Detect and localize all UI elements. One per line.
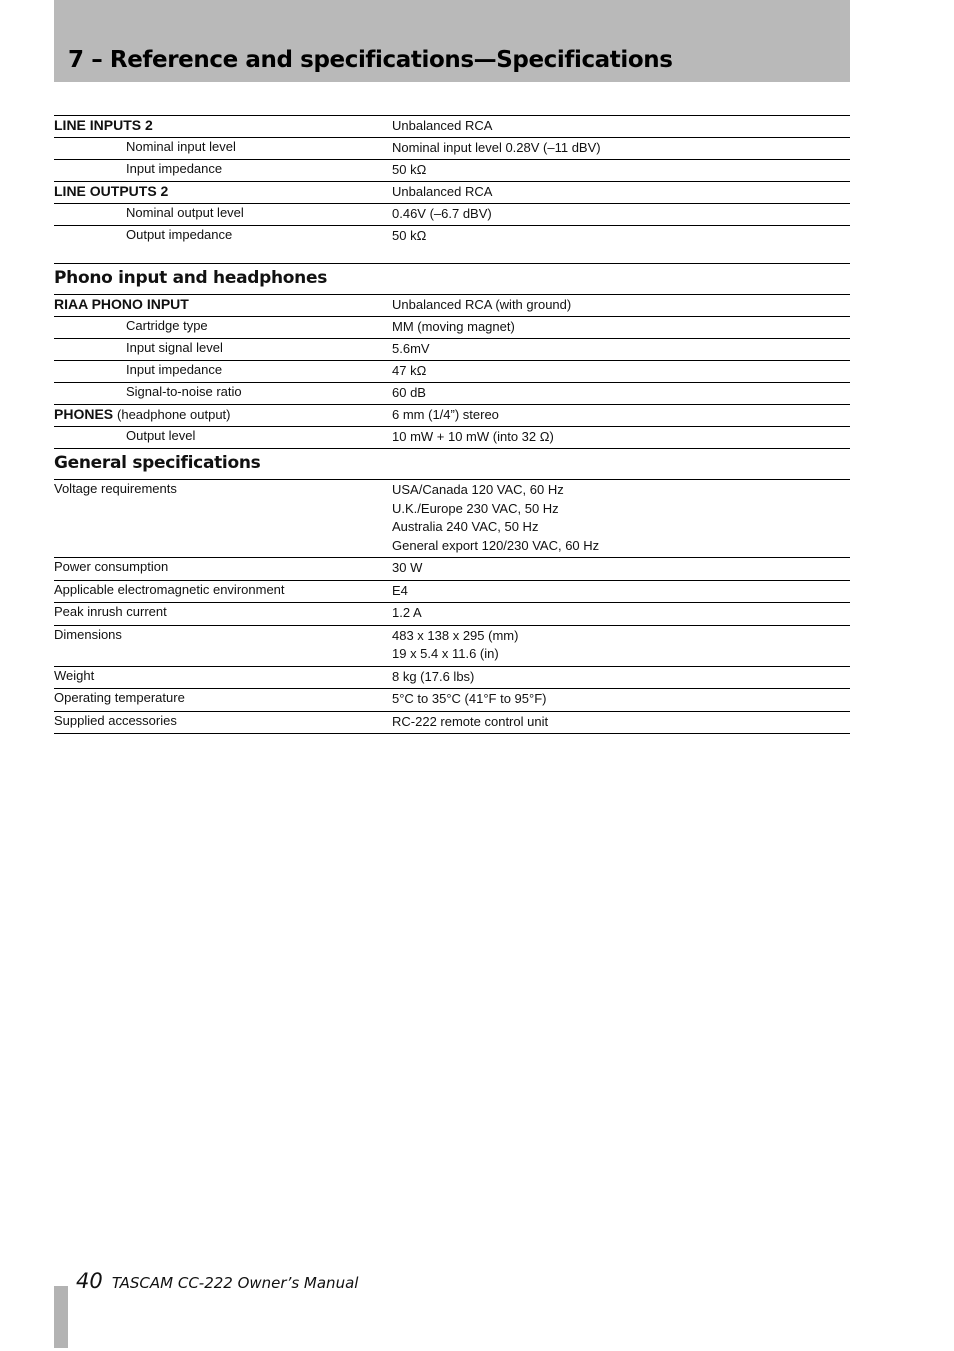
spec-value (392, 559, 850, 578)
spec-value: Unbalanced RCA (392, 118, 493, 133)
spec-value: 50 kΩ (392, 162, 427, 177)
spec-value-line: U.K./Europe 230 VAC, 50 Hz (392, 500, 559, 516)
spec-label (126, 361, 222, 379)
spec-label (54, 295, 189, 313)
manual-title: TASCAM CC-222 Owner’s Manual (111, 1274, 359, 1292)
spec-row (54, 711, 850, 734)
spec-label: Supplied accessories (54, 712, 177, 728)
footer-bar (54, 1286, 68, 1348)
spec-label-text: Output impedance (126, 227, 233, 242)
spec-label-note: (headphone output) (117, 407, 231, 422)
spec-value (392, 713, 850, 732)
spec-row (54, 557, 850, 580)
spec-label (54, 182, 168, 200)
spec-value-line: 30 W (392, 560, 423, 575)
spec-label: Weight (54, 667, 95, 683)
spec-label: Operating temperature (54, 690, 185, 705)
spec-value-line: Australia 240 VAC, 50 Hz (392, 519, 539, 534)
spec-value-line: 8 kg (17.6 lbs) (392, 668, 475, 684)
spec-label (126, 339, 223, 357)
spec-label: Peak inrush current (54, 604, 167, 619)
spec-label (54, 116, 153, 134)
spec-value-line: E4 (392, 582, 408, 598)
spec-value (392, 668, 850, 687)
spec-row (54, 479, 850, 557)
spec-label (126, 226, 232, 244)
spec-row (54, 666, 850, 689)
spec-value-line: General export 120/230 VAC, 60 Hz (392, 537, 600, 553)
spec-label-text: LINE OUTPUTS 2 (54, 183, 169, 199)
spec-value (392, 481, 850, 555)
spec-row (54, 181, 850, 203)
spec-value-line: USA/Canada 120 VAC, 60 Hz (392, 482, 564, 497)
spec-label-text: Output level (126, 428, 196, 443)
spec-value: 0.46V (–6.7 dBV) (392, 206, 492, 221)
spec-value-line: 5°C to 35°C (41°F to 95°F) (392, 691, 547, 706)
spec-label (126, 427, 195, 445)
spec-row (54, 338, 850, 360)
spec-content (54, 115, 850, 734)
spec-label-text: Signal-to-noise ratio (126, 384, 242, 399)
spec-label: Dimensions (54, 626, 122, 642)
spec-row (54, 137, 850, 159)
spec-value: 10 mW + 10 mW (into 32 Ω) (392, 429, 554, 444)
spec-label (126, 138, 236, 156)
spec-value: 47 kΩ (392, 363, 427, 378)
spec-label (126, 204, 244, 222)
spec-row (54, 625, 850, 666)
spec-row (54, 203, 850, 225)
page-number: 40 (76, 1269, 103, 1293)
spec-label-text: Nominal output level (126, 205, 244, 220)
spec-row (54, 382, 850, 404)
spec-value: 60 dB (392, 385, 426, 400)
spec-label-text: Cartridge type (126, 318, 208, 333)
spec-value: 5.6mV (392, 341, 430, 356)
section-title-phono: Phono input and headphones (54, 268, 328, 288)
spec-row (54, 404, 850, 426)
spec-row (54, 225, 850, 247)
page-title: 7 – Reference and specifications—Specifications (68, 47, 673, 73)
spec-row (54, 426, 850, 448)
spec-value-line: 19 x 5.4 x 11.6 (in) (392, 646, 499, 661)
spec-row (54, 115, 850, 137)
line-io-table (54, 115, 850, 247)
spec-row (54, 602, 850, 625)
spec-value-line: 1.2 A (392, 605, 422, 620)
spec-label: Voltage requirements (54, 481, 177, 496)
divider (54, 733, 850, 734)
spec-value (392, 604, 850, 623)
spec-label (54, 405, 231, 424)
spec-value (392, 582, 850, 601)
spec-label-text: Input impedance (126, 161, 223, 176)
spec-row (54, 159, 850, 181)
spec-row (54, 294, 850, 316)
spec-label: Power consumption (54, 559, 169, 574)
phono-table (54, 294, 850, 448)
spec-value: 6 mm (1/4”) stereo (392, 407, 499, 422)
spec-value (392, 690, 850, 709)
spec-row (54, 688, 850, 711)
spec-label-text: Input signal level (126, 340, 223, 355)
spec-label (126, 383, 242, 401)
spec-label-text: Input impedance (126, 362, 223, 377)
spec-value: Nominal input level 0.28V (–11 dBV) (392, 140, 601, 155)
spec-label (126, 160, 222, 178)
section-title-general: General specifications (54, 453, 261, 473)
spec-value (392, 627, 850, 664)
spec-value: MM (moving magnet) (392, 319, 515, 334)
spec-row (54, 580, 850, 603)
spec-label (126, 317, 208, 335)
spec-value-line: 483 x 138 x 295 (mm) (392, 627, 519, 643)
spec-value: 50 kΩ (392, 228, 427, 243)
spec-label-text: PHONES (54, 406, 114, 422)
spec-value: Unbalanced RCA (392, 184, 493, 199)
spec-row (54, 360, 850, 382)
footer (76, 1269, 358, 1293)
spec-label-text: Nominal input level (126, 139, 236, 154)
spec-label-text: RIAA PHONO INPUT (54, 296, 189, 312)
spec-label-text: LINE INPUTS 2 (54, 117, 153, 133)
spec-label: Applicable electromagnetic environment (54, 581, 285, 597)
general-table (54, 479, 850, 733)
spec-value: Unbalanced RCA (with ground) (392, 297, 572, 312)
spec-row (54, 316, 850, 338)
spec-value-line: RC-222 remote control unit (392, 713, 549, 729)
